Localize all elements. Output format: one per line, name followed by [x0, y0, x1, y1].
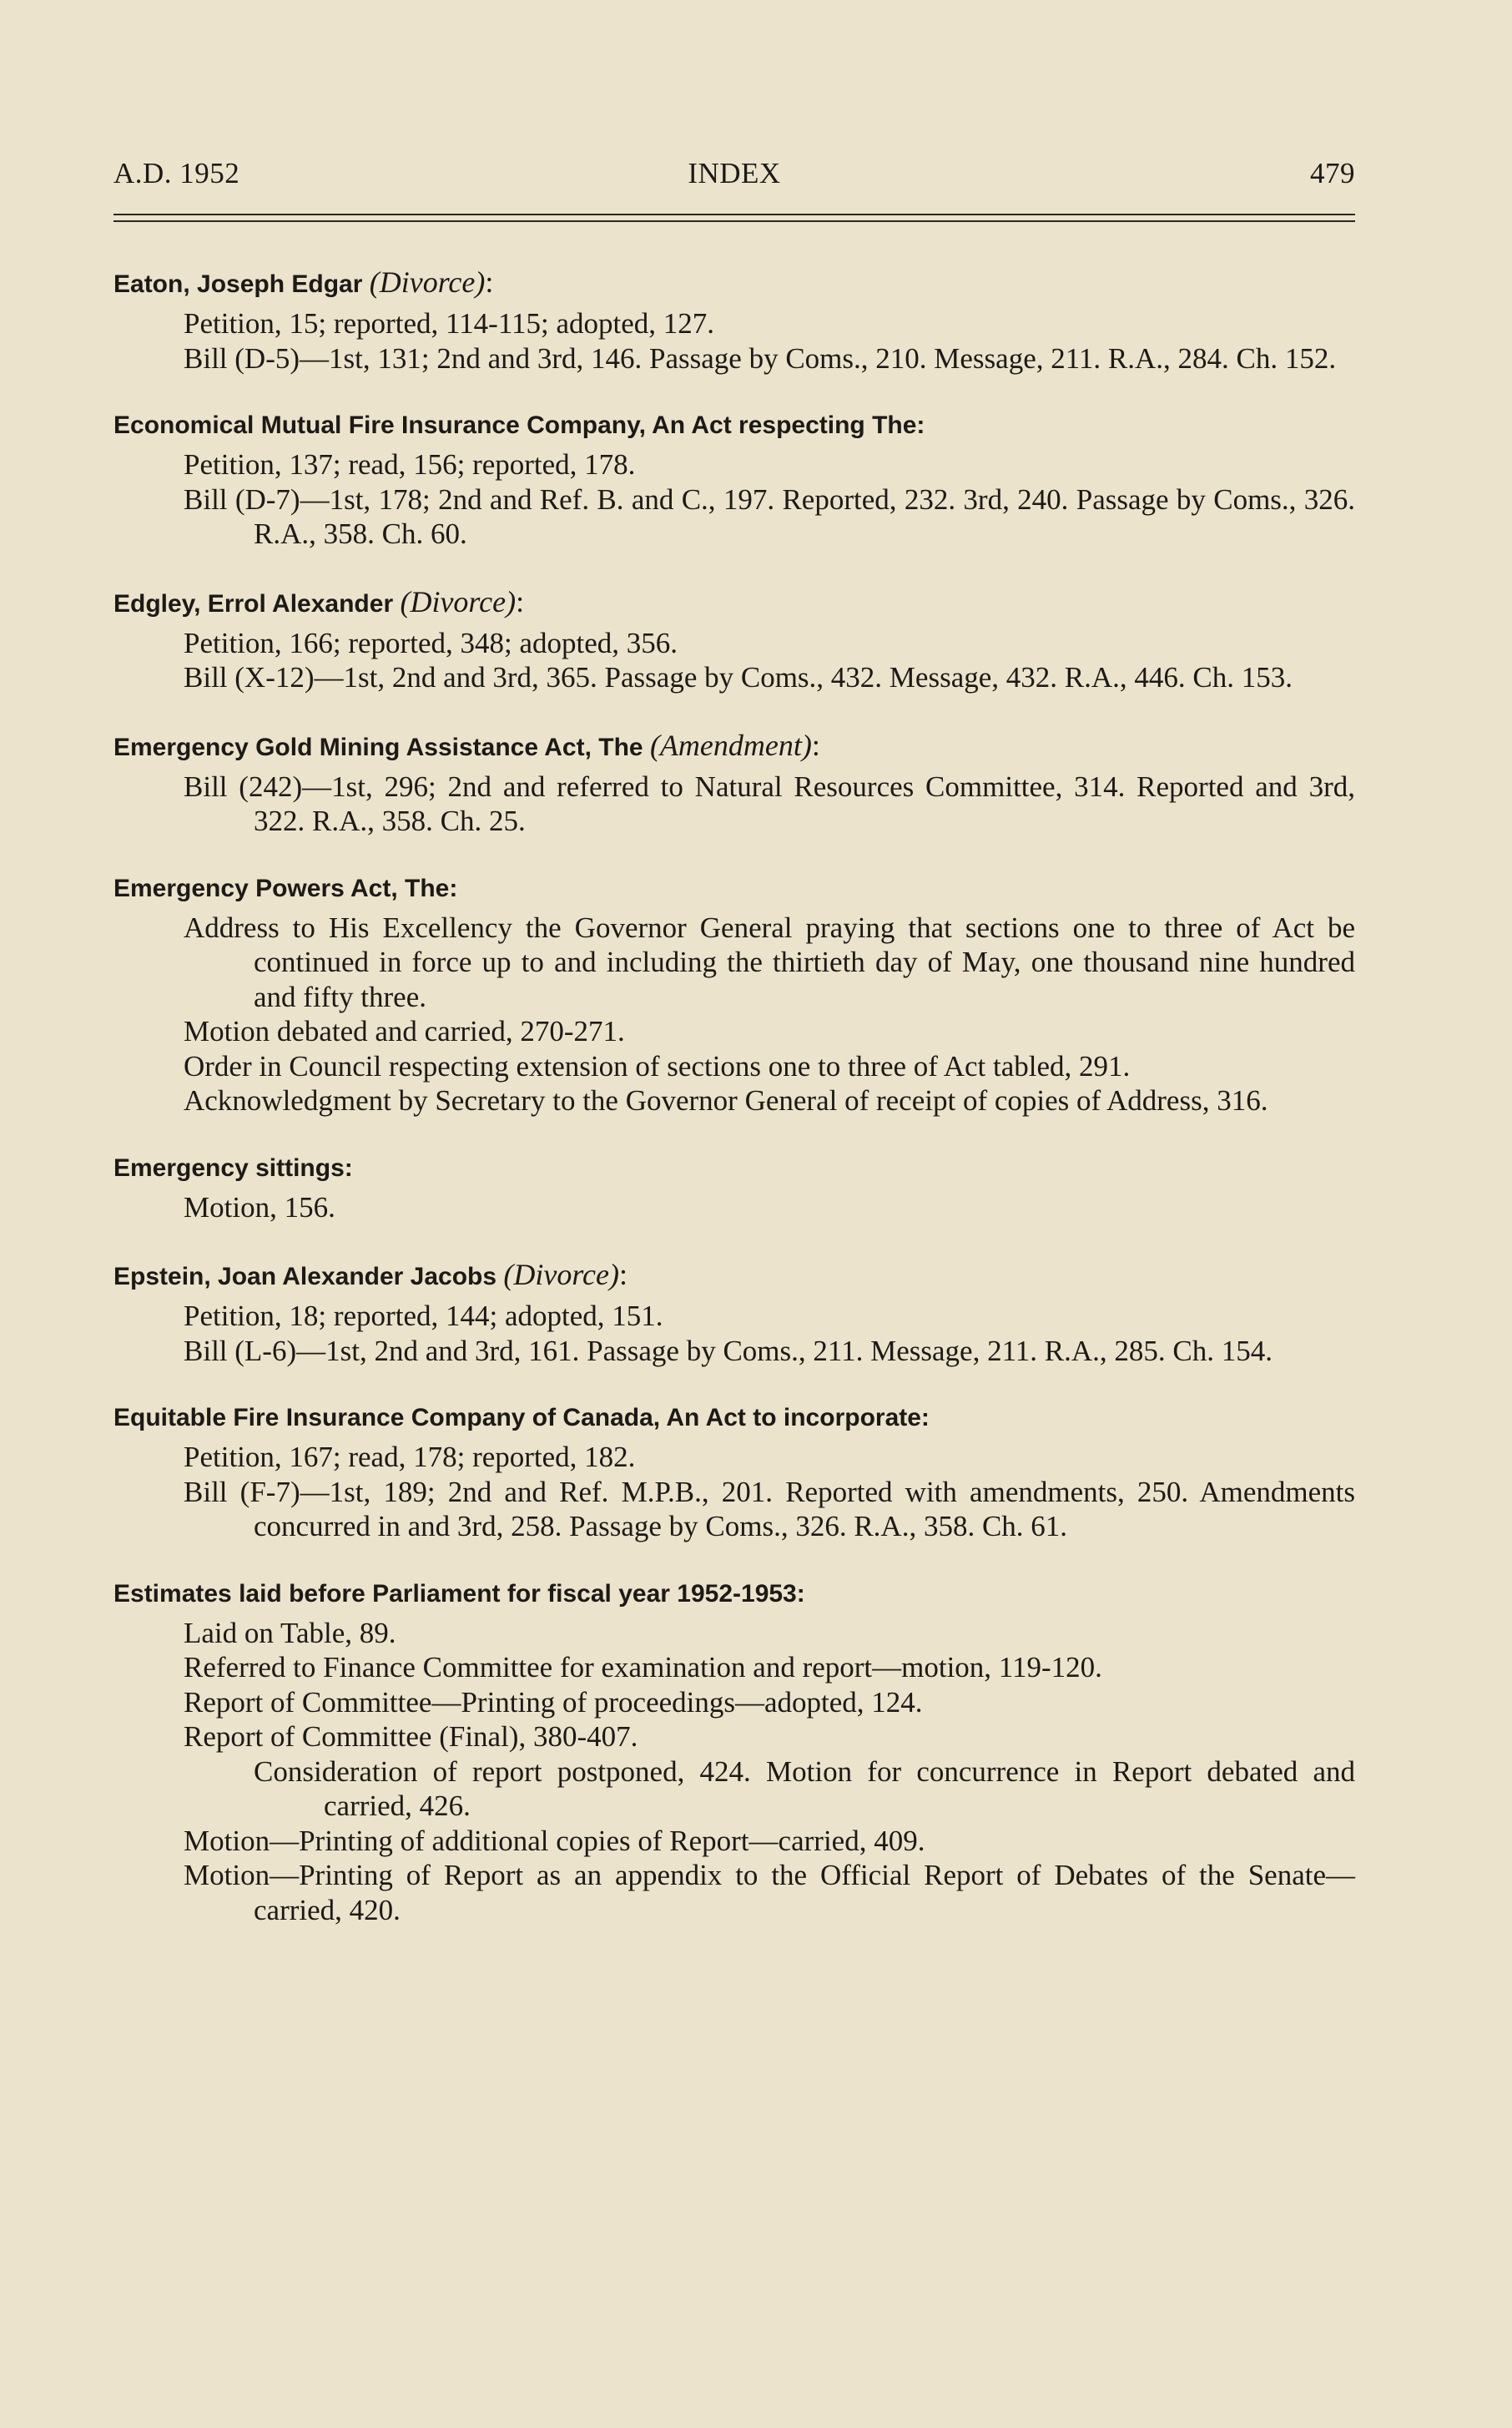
entry-line: Motion debated and carried, 270-271. [184, 1015, 625, 1047]
entry-title: Emergency sittings: [113, 1153, 353, 1182]
index-entry [113, 724, 1355, 839]
index-entry [113, 1253, 1355, 1368]
entry-line: Referred to Finance Committee for examination and report—motion, 119-120. [184, 1651, 1102, 1683]
entry-line: Petition, 166; reported, 348; adopted, 356. [184, 626, 678, 659]
entry-line: Motion—Printing of Report as an appendix to the Official Report of Debates of the Senate—carried, 420. [184, 1859, 1355, 1926]
entry-heading [113, 580, 1355, 626]
entry-title: Equitable Fire Insurance Company of Canada, An Act to incorporate: [113, 1404, 930, 1431]
entry-heading [113, 260, 1355, 306]
entry-line: Acknowledgment by Secretary to the Governor General of receipt of copies of Address, 316. [184, 1084, 1268, 1117]
entry-line: Petition, 137; read, 156; reported, 178. [184, 448, 636, 481]
entry-line: Bill (242)—1st, 296; 2nd and referred to Natural Resources Committee, 314. Reported and 3rd, 322. R.A., 358. Ch. 25. [184, 770, 1355, 837]
entry-qualifier: (Divorce) [503, 1258, 619, 1291]
entry-colon: : [516, 584, 525, 618]
entry-line: Laid on Table, 89. [184, 1616, 396, 1649]
header-year: A.D. 1952 [113, 157, 240, 189]
entry-line: Report of Committee—Printing of proceedings—adopted, 124. [184, 1685, 923, 1719]
entry-line: Motion—Printing of additional copies of Report—carried, 409. [184, 1824, 925, 1857]
page-number: 479 [1310, 157, 1355, 189]
entry-title: Estimates laid before Parliament for fiscal year 1952-1953: [113, 1579, 805, 1608]
entry-line: Bill (X-12)—1st, 2nd and 3rd, 365. Passage by Coms., 432. Message, 432. R.A., 446. Ch. 153. [184, 661, 1293, 694]
entry-title: Economical Mutual Fire Insurance Company, An Act respecting The: [113, 411, 925, 439]
running-header [113, 157, 1355, 199]
entry-title: Epstein, Joan Alexander Jacobs [113, 1263, 497, 1290]
entry-heading [113, 1572, 1355, 1616]
entry-line: Petition, 167; read, 178; reported, 182. [184, 1441, 636, 1473]
index-entry [113, 260, 1355, 376]
entry-colon: : [811, 728, 820, 762]
entry-line: Petition, 18; reported, 144; adopted, 151. [184, 1300, 663, 1332]
entry-heading [113, 404, 1355, 447]
header-double-rule [113, 214, 1355, 222]
index-entries [113, 260, 1355, 1956]
entry-title: Edgley, Errol Alexander [113, 589, 394, 618]
entry-line: Bill (L-6)—1st, 2nd and 3rd, 161. Passage by Coms., 211. Message, 211. R.A., 285. Ch. 154. [184, 1334, 1273, 1367]
index-entry [113, 580, 1355, 695]
entry-title: Eaton, Joseph Edgar [113, 270, 363, 298]
entry-line: Motion, 156. [184, 1190, 335, 1224]
index-entry [113, 1572, 1355, 1928]
entry-qualifier: (Divorce) [400, 584, 517, 618]
entry-line: Bill (D-5)—1st, 131; 2nd and 3rd, 146. Passage by Coms., 210. Message, 211. R.A., 284. Ch. 152. [184, 341, 1337, 375]
index-entry [113, 1396, 1355, 1544]
index-entry [113, 1147, 1355, 1225]
entry-title: Emergency Powers Act, The: [113, 874, 458, 902]
index-entry [113, 404, 1355, 552]
entry-qualifier: (Amendment) [649, 728, 812, 762]
entry-qualifier: (Divorce) [369, 265, 486, 299]
entry-heading [113, 1253, 1355, 1299]
entry-subline: Consideration of report postponed, 424. Motion for concurrence in Report debated and carried, 426. [254, 1754, 1355, 1822]
entry-colon: : [485, 265, 494, 299]
entry-heading [113, 724, 1355, 770]
entry-heading [113, 1396, 1355, 1440]
entry-line: Bill (D-7)—1st, 178; 2nd and Ref. B. and C., 197. Reported, 232. 3rd, 240. Passage by Coms., 326. R.A., 358. Ch. 60. [184, 482, 1355, 550]
entry-line: Petition, 15; reported, 114-115; adopted, 127. [184, 307, 715, 340]
index-entry [113, 867, 1355, 1118]
entry-heading [113, 867, 1355, 911]
entry-line: Bill (F-7)—1st, 189; 2nd and Ref. M.P.B., 201. Reported with amendments, 250. Amendments concurred in and 3rd, 258. Passage by Coms., 326. R.A., 358. Ch. 61. [184, 1475, 1355, 1542]
entry-line: Report of Committee (Final), 380-407. [184, 1720, 638, 1753]
entry-line: Order in Council respecting extension of sections one to three of Act tabled, 291. [184, 1049, 1131, 1083]
entry-line: Address to His Excellency the Governor General praying that sections one to three of Act be continued in force up to and including the thirtieth day of May, one thousand nine hundred and fifty three. [184, 911, 1355, 1013]
header-title: INDEX [688, 157, 781, 189]
entry-title: Emergency Gold Mining Assistance Act, The [113, 733, 643, 761]
entry-heading [113, 1147, 1355, 1190]
entry-colon: : [619, 1258, 628, 1291]
